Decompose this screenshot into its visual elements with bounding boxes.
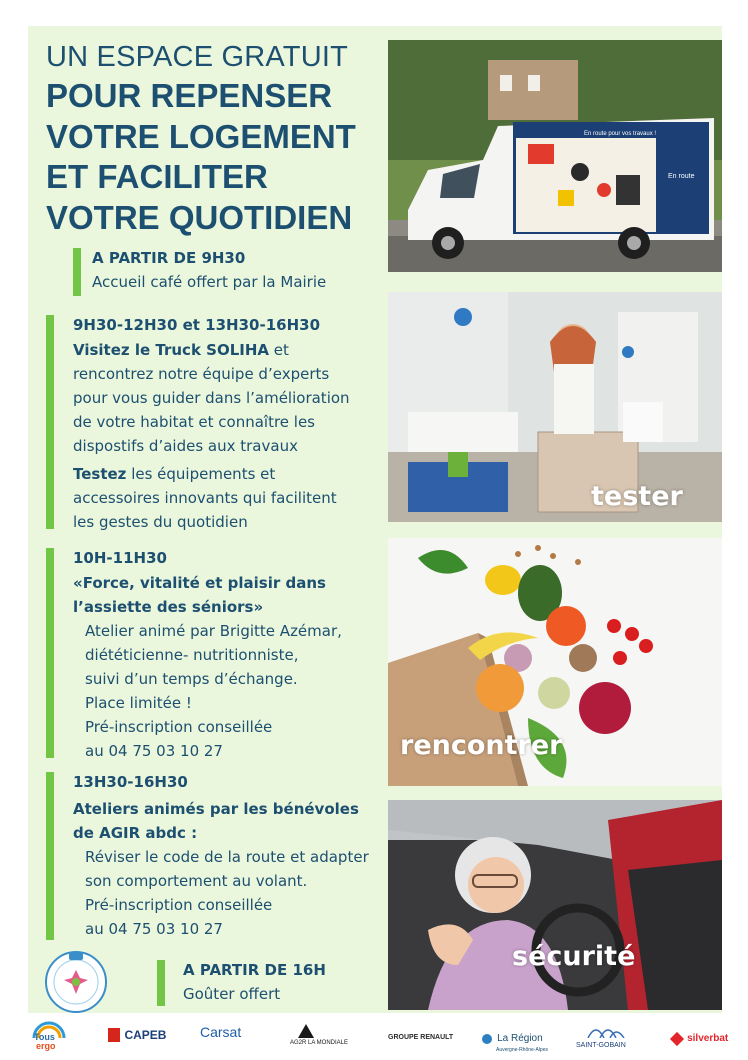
truck-heading: En route pour vos travaux ! xyxy=(584,131,657,137)
partner-logos-row xyxy=(0,1018,748,1058)
title-line-3: VOTRE LOGEMENT xyxy=(46,117,356,155)
silverbat-mark-icon xyxy=(670,1031,684,1045)
section-time: A PARTIR DE 9H30 xyxy=(92,249,246,267)
rencontrer-label: rencontrer xyxy=(400,730,563,761)
ag2r-logo xyxy=(290,1024,352,1056)
visit-line: rencontrez notre équipe d’experts xyxy=(73,365,330,383)
test-line: les gestes du quotidien xyxy=(73,513,248,531)
section-text: Accueil café offert par la Mairie xyxy=(92,273,327,291)
section-bar xyxy=(46,548,54,758)
region-text: La Région xyxy=(497,1033,543,1044)
ag2r-mark-icon xyxy=(298,1024,314,1038)
rencontrer-photo xyxy=(388,538,722,786)
visit-lead xyxy=(73,338,289,363)
title-line-5: VOTRE QUOTIDIEN xyxy=(46,198,353,236)
test-lead-rest: les équipements et xyxy=(126,465,276,483)
visit-line: dispostifs d’aides aux travaux xyxy=(73,437,298,455)
section-bar xyxy=(46,772,54,940)
workshop-line: au 04 75 03 10 27 xyxy=(85,920,223,938)
visit-line: de votre habitat et connaître les xyxy=(73,413,315,431)
workshop-line: Atelier animé par Brigitte Azémar, xyxy=(85,622,342,640)
carsat-logo: Carsat xyxy=(200,1024,242,1040)
silverbat-logo xyxy=(672,1028,728,1047)
section-time: 10H-11H30 xyxy=(73,549,167,567)
tester-photo xyxy=(388,292,722,522)
truck-photo xyxy=(388,40,722,272)
truck-subtitle: En route xyxy=(668,173,695,180)
workshop-title-line: Ateliers animés par les bénévoles xyxy=(73,800,359,818)
title-line-4: ET FACILITER xyxy=(46,158,268,195)
section-time: 9H30-12H30 et 13H30-16H30 xyxy=(73,316,321,334)
workshop-line: au 04 75 03 10 27 xyxy=(85,742,223,760)
capeb-mark-icon xyxy=(108,1028,120,1042)
capeb-logo xyxy=(108,1026,166,1044)
test-lead xyxy=(73,462,275,487)
ag2r-text: AG2R LA MONDIALE xyxy=(290,1040,349,1046)
renault-logo: GROUPE RENAULT xyxy=(388,1034,454,1041)
section-time: A PARTIR DE 16H xyxy=(183,961,326,979)
section-text: Goûter offert xyxy=(183,985,281,1003)
saint-gobain-text: SAINT-GOBAIN xyxy=(576,1042,626,1049)
tester-label: tester xyxy=(591,481,683,512)
section-bar xyxy=(157,960,165,1006)
title-line-2: POUR REPENSER xyxy=(46,77,333,114)
section-bar xyxy=(73,248,81,296)
region-subtext: Auvergne-Rhône-Alpes xyxy=(496,1047,548,1053)
visit-lead-rest: et xyxy=(269,341,289,359)
workshop-title-line: l’assiette des séniors» xyxy=(73,598,264,616)
workshop-line: Pré-inscription conseillée xyxy=(85,718,273,736)
test-line: accessoires innovants qui facilitent xyxy=(73,489,337,507)
workshop-line: diététicienne- nutritionniste, xyxy=(85,646,299,664)
title-line-1: UN ESPACE GRATUIT xyxy=(46,41,349,73)
capeb-text: CAPEB xyxy=(124,1027,167,1042)
tous-ergo-text-1: Tous xyxy=(34,1032,55,1042)
visit-lead-bold: Visitez le Truck SOLIHA xyxy=(73,341,269,359)
securite-label: sécurité xyxy=(512,941,636,972)
workshop-line: Pré-inscription conseillée xyxy=(85,896,273,914)
visit-line: pour vous guider dans l’amélioration xyxy=(73,389,350,407)
page-title xyxy=(46,38,376,238)
tous-ergo-logo xyxy=(30,1020,68,1056)
tous-ergo-text-2: ergo xyxy=(36,1041,56,1051)
workshop-line: son comportement au volant. xyxy=(85,872,308,890)
region-logo xyxy=(482,1028,548,1053)
securite-photo xyxy=(388,800,722,1010)
circular-badge-logo xyxy=(44,950,108,1014)
workshop-line: suivi d’un temps d’échange. xyxy=(85,670,298,688)
saint-gobain-logo xyxy=(574,1022,634,1054)
region-mark-icon xyxy=(482,1034,492,1044)
workshop-line: Réviser le code de la route et adapter xyxy=(85,848,369,866)
workshop-line: Place limitée ! xyxy=(85,694,192,712)
test-lead-bold: Testez xyxy=(73,465,127,483)
saint-gobain-arches-icon xyxy=(586,1022,626,1038)
workshop-title-line: de AGIR abdc : xyxy=(73,824,198,842)
workshop-title-line: «Force, vitalité et plaisir dans xyxy=(73,574,326,592)
section-bar xyxy=(46,315,54,529)
section-time: 13H30-16H30 xyxy=(73,773,188,791)
silverbat-text: silverbat xyxy=(687,1033,729,1044)
